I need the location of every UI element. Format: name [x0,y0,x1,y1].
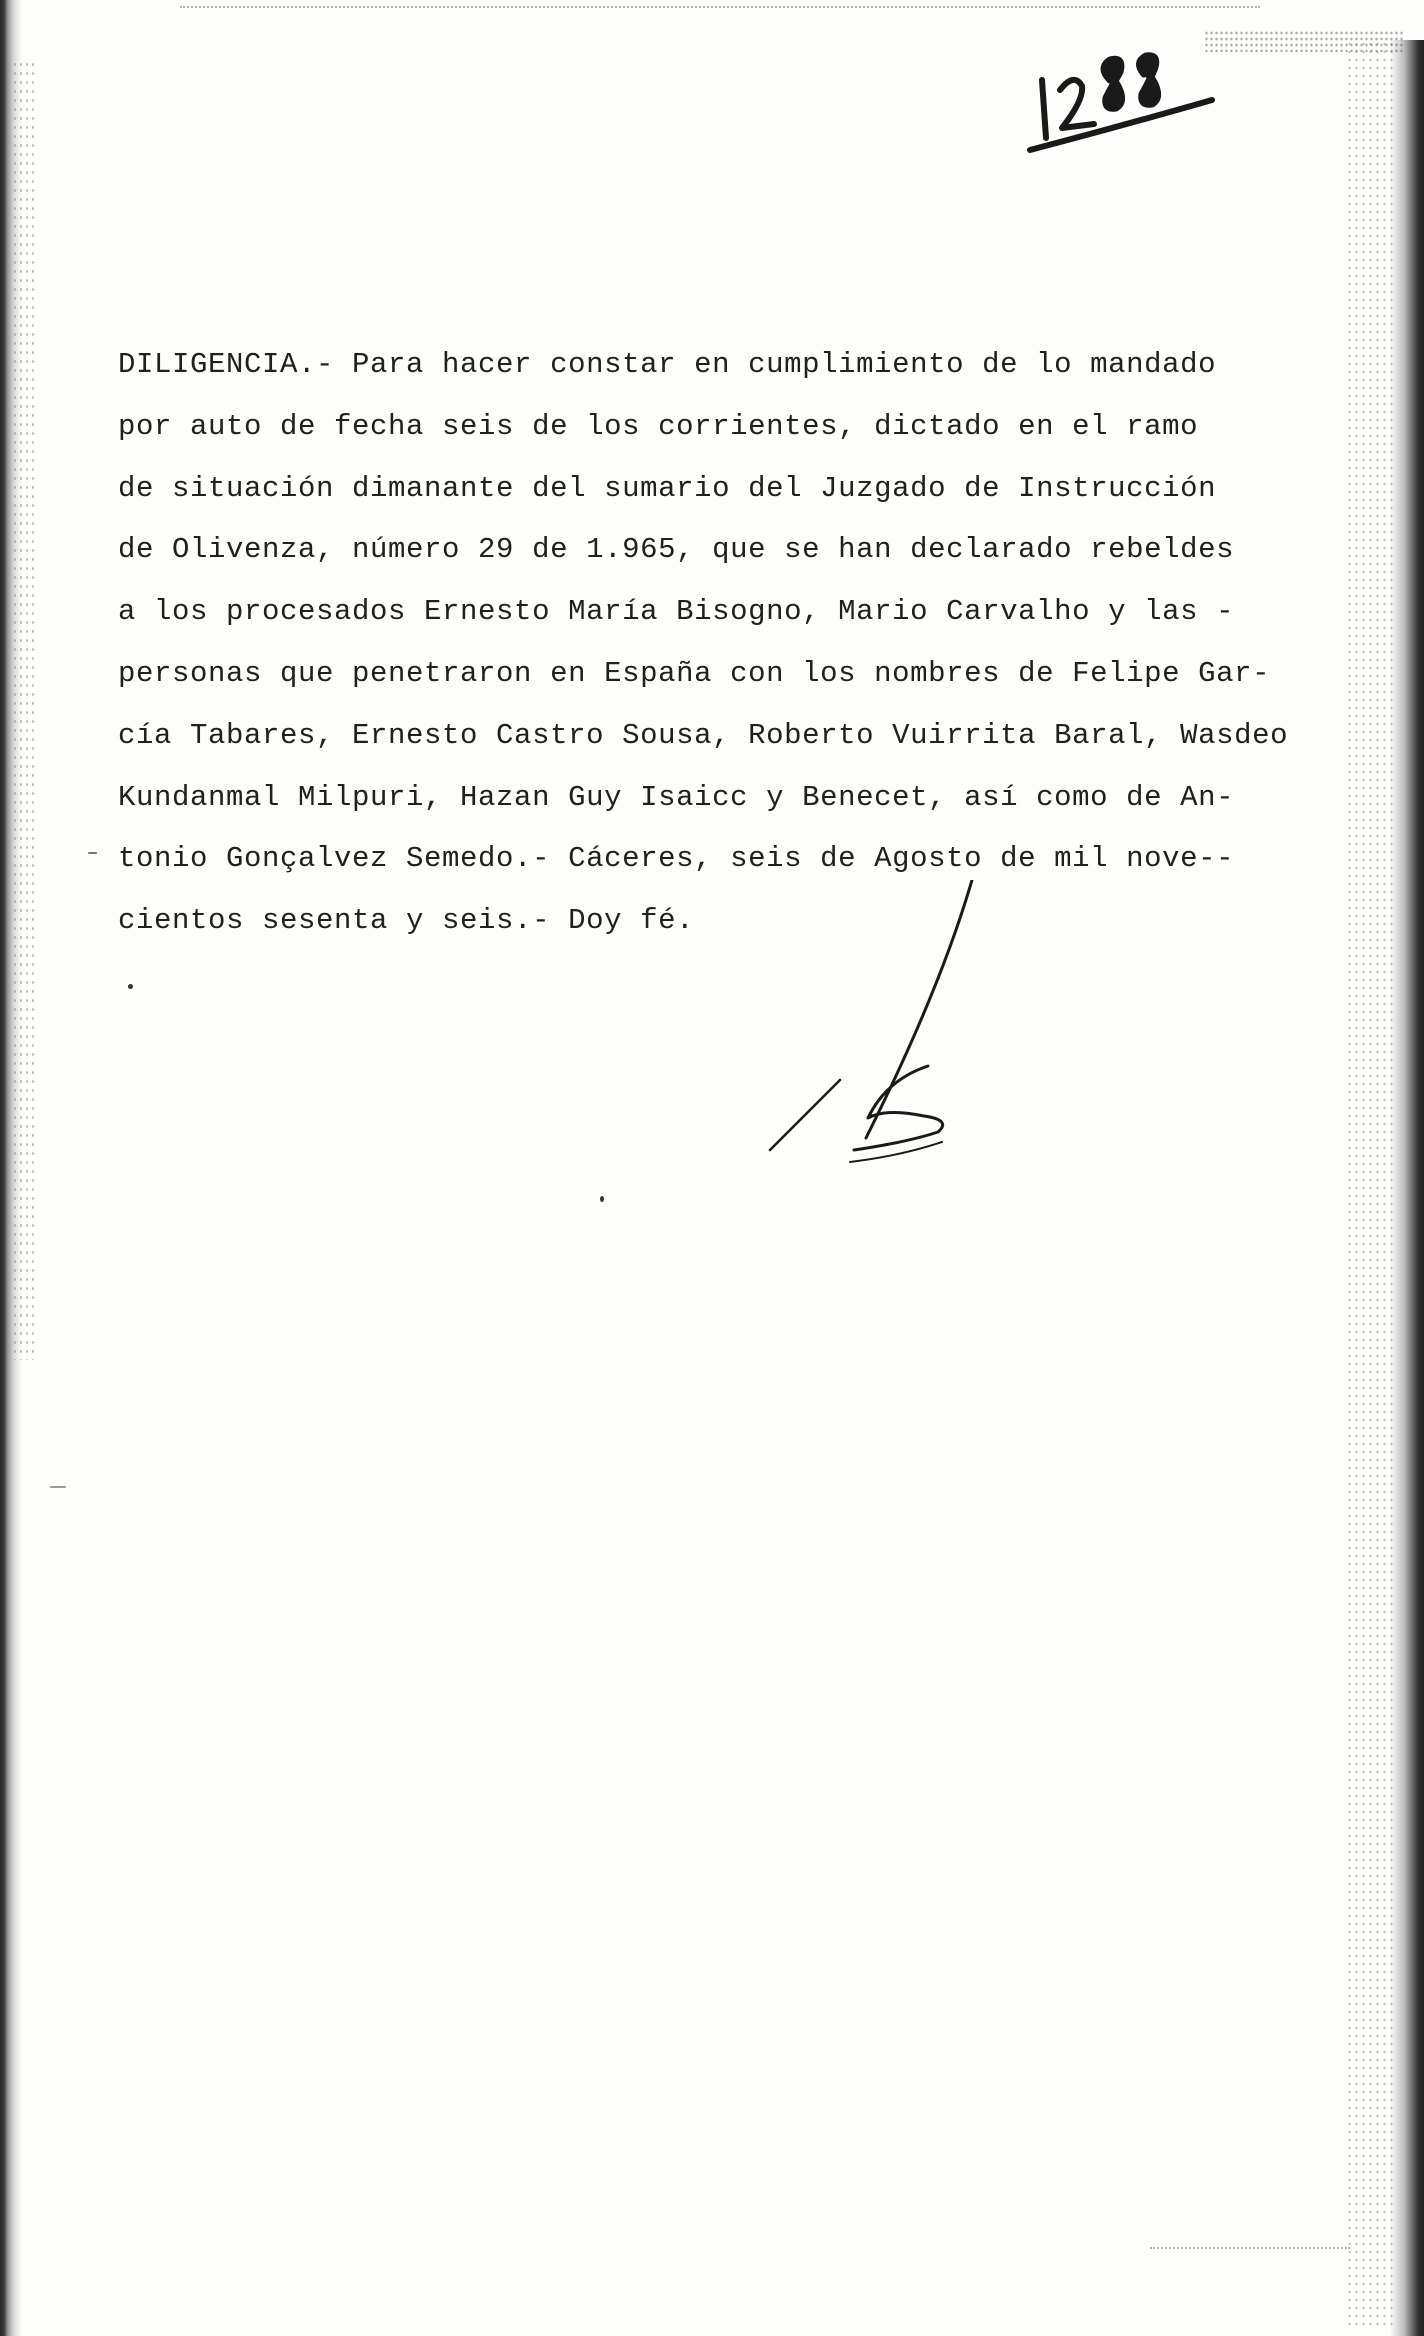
body-line-2: por auto de fecha seis de los corrientes, dictado en el ramo [118,409,1199,443]
scan-left-noise [12,60,38,1360]
scan-right-noise [1346,40,1394,2330]
ink-speck [88,852,97,854]
body-line-5: a los procesados Ernesto María Bisogno, Mario Carvalho y las - [118,595,1235,629]
ink-speck [128,984,133,989]
scan-bottom-border [1150,2247,1350,2249]
body-line-8: Kundanmal Milpuri, Hazan Guy Isaicc y Benecet, así como de An- [118,780,1235,814]
diligencia-body [118,334,1348,952]
body-line-7: cía Tabares, Ernesto Castro Sousa, Roberto Vuirrita Baral, Wasdeo [118,718,1289,752]
body-line-6: personas que penetraron en España con los nombres de Felipe Gar- [118,656,1271,690]
body-line-4: de Olivenza, número 29 de 1.965, que se han declarado rebeldes [118,533,1235,567]
scan-top-right-noise [1204,30,1404,52]
ink-speck [50,1486,66,1488]
body-line-3: de situación dimanante del sumario del Juzgado de Instrucción [118,471,1217,505]
body-line-1: DILIGENCIA.- Para hacer constar en cumplimiento de lo mandado [118,348,1217,381]
scan-right-edge [1390,40,1424,2336]
body-line-9: tonio Gonçalvez Semedo.- Cáceres, seis de Agosto de mil nove-- [118,842,1235,876]
scan-top-border [180,6,1260,8]
handwritten-folio-number [1012,28,1232,158]
body-line-10: cientos sesenta y seis.- Doy fé. [118,904,695,938]
ink-speck [600,1196,604,1202]
handwritten-signature [690,880,990,1180]
